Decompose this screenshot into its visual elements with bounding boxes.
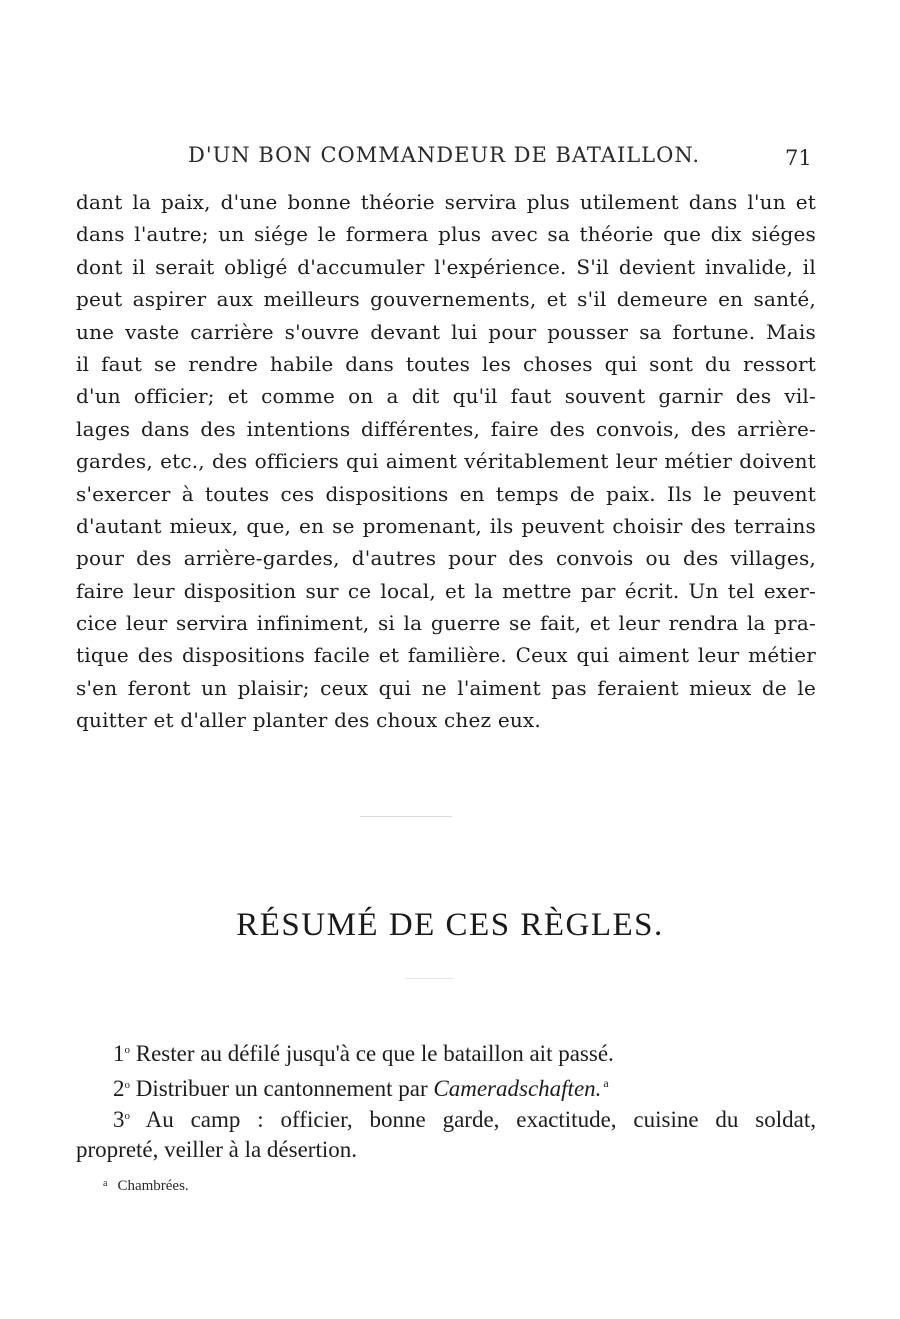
rule-text: Au camp : officier, bonne garde, exactitude, cuisine du soldat,: [145, 1107, 816, 1132]
text-line: s'en feront un plaisir; ceux qui ne l'aiment pas feraient mieux de le: [76, 675, 816, 700]
running-title: D'UN BON COMMANDEUR DE BATAILLON.: [188, 143, 701, 167]
rule-number: 1$^o$: [113, 1041, 130, 1066]
text-line: d'autant mieux, que, en se promenant, ils peuvent choisir des terrains: [76, 513, 816, 538]
text-line: peut aspirer aux meilleurs gouvernements, et s'il demeure en santé,: [76, 287, 816, 312]
rule-item-3-continued: propreté, veiller à la désertion.: [76, 1137, 357, 1162]
footnote-reference: a: [603, 1076, 609, 1090]
text-line: il faut se rendre habile dans toutes les choses qui sont du ressort: [76, 351, 816, 376]
section-divider: [360, 816, 452, 817]
title-divider: [405, 978, 453, 979]
page-number: 71: [785, 146, 812, 170]
rule-number: 3$^o$: [113, 1107, 130, 1132]
text-line: tique des dispositions facile et familière. Ceux qui aiment leur métier: [76, 643, 816, 668]
text-line: une vaste carrière s'ouvre devant lui pour pousser sa fortune. Mais: [76, 319, 816, 344]
text-line: gardes, etc., des officiers qui aiment véritablement leur métier doivent: [76, 449, 816, 474]
text-line: lages dans des intentions différentes, faire des convois, des arrière-: [76, 416, 816, 441]
text-line: dans l'autre; un siége le formera plus avec sa théorie que dix siéges: [76, 222, 816, 247]
rules-list: [76, 1034, 816, 1166]
rule-text: Distribuer un cantonnement par: [135, 1076, 428, 1101]
text-line: dont il serait obligé d'accumuler l'expérience. S'il devient invalide, il: [76, 254, 816, 279]
text-line: pour des arrière-gardes, d'autres pour des convois ou des villages,: [76, 546, 816, 571]
rule-item-1: [76, 1034, 816, 1067]
section-title: RÉSUMÉ DE CES RÈGLES.: [236, 907, 664, 943]
rule-item-3: [76, 1100, 816, 1133]
rule-item-2: [76, 1067, 816, 1100]
rule-italic-term: Cameradschaften.: [433, 1076, 602, 1101]
footnote-mark: a: [103, 1178, 108, 1189]
rule-number: 2$^o$: [113, 1076, 130, 1101]
text-line: cice leur servira infiniment, si la guerre se fait, et leur rendra la pra-: [76, 611, 816, 636]
body-paragraph: [76, 186, 816, 737]
text-line: faire leur disposition sur ce local, et la mettre par écrit. Un tel exer-: [76, 578, 816, 603]
footnote-text: Chambrées.: [117, 1178, 189, 1194]
text-line: dant la paix, d'une bonne théorie servira plus utilement dans l'un et: [76, 190, 816, 214]
text-line: d'un officier; et comme on a dit qu'il faut souvent garnir des vil-: [76, 384, 816, 409]
rule-text: Rester au défilé jusqu'à ce que le bataillon ait passé.: [135, 1041, 614, 1066]
text-line: quitter et d'aller planter des choux chez eux.: [76, 708, 541, 733]
footnote: [103, 1178, 189, 1195]
text-line: s'exercer à toutes ces dispositions en temps de paix. Ils le peuvent: [76, 481, 816, 506]
